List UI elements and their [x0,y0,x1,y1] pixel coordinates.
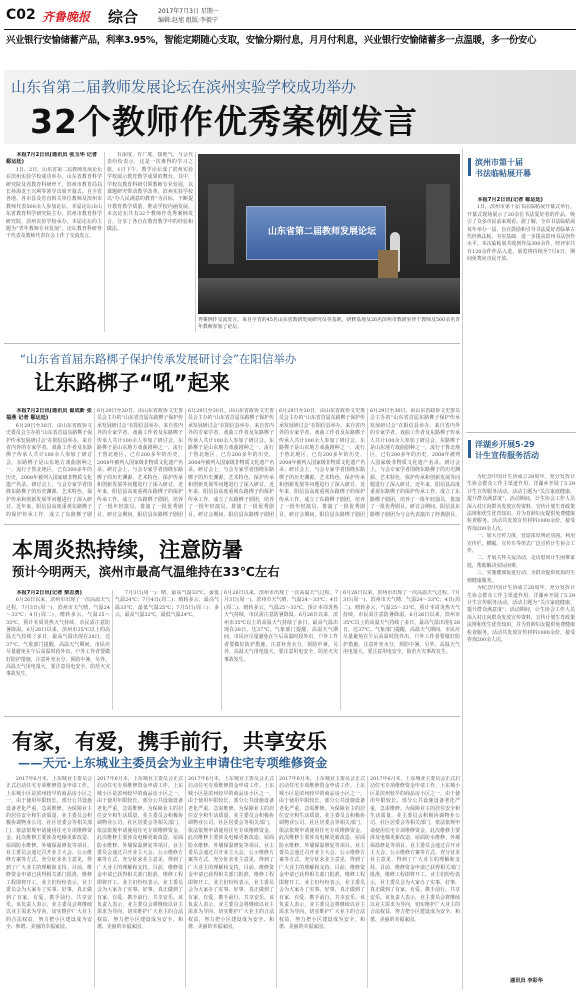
story3-col3: 6月26日以来，滨州市出现了一次高温天气过程。7月3日(周一)，滨州市天气晴，气温24～33℃；4日(周二)，晴转多云，气温25～33℃。预计本周炎热天气持续，市民需注意防暑降温。6月26日以来，滨州市35℃以上的高温天气持续了多日，最高气温出现在28日，达37℃。气象部门提醒，高温天气期间，市民应尽量避免在午后高温时段外出，户外工作者要做好防护措施，注意补充水分，预防中暑。另外，高温天气用电量大，要注意用电安全，防范火灾事故发生。 [224,590,338,663]
editor-text: 编辑:赵旭 组版:李毅宁 [158,17,218,24]
story2-col1-text: 6月29日至30日，由山东省政协文史委员会主办的“山东省首届东路梆子保护传承发展研讨会”在阳信县举办。来自省内外的专家学者、戏曲工作者及东路梆子传承人共计100余人参加了研讨会。东路梆子是山东地方戏曲剧种之一，流行于鲁北地区，已有200多年的历史，2008年被列入国家级非物质文化遗产名录。研讨会上，与会专家学者围绕东路梆子的历史渊源、艺术特色、保护传承和创新发展等问题进行了深入研讨。近年来，阳信县高度重视东路梆子的保护传承工作，成立了东路梆子剧 [6,422,92,518]
sidebar1-byline: 本报7月2日讯(记者 郗运廷) [477,197,544,203]
story4-headline: 有家，有爱，携手前行，共享安乐 [12,730,327,754]
story2-col2: 6月29日至30日，由山东省政协文史委员会主办的“山东省首届东路梆子保护传承发展研讨会”在阳信县举办。来自省内外的专家学者、戏曲工作者及东路梆子传承人共计100余人参加了研讨会。东路梆子是山东地方戏曲剧种之一，流行于鲁北地区，已有200多年的历史，2008年被列入国家级非物质文化遗产名录。研讨会上，与会专家学者围绕东路梆子的历史渊源、艺术特色、保护传承和创新发展等问题进行了深入研讨。近年来，阳信县高度重视东路梆子的保护传承工作，成立了东路梆子剧团，培养了一批年轻演员，排演了一批优秀剧目。研讨会期间，阳信县东路梆子剧团 [97,408,183,518]
sidebar2-byline: 通讯员 李彩华 [510,978,543,984]
story3-col2: 7月3日(周一)：晴，最高气温33℃，最低气温24℃；7月4日(周二)：晴转多云，最高气温33℃，最低气温25℃；7月5日(周三)：多云，最高气温32℃，最低气温24℃。 [115,590,219,619]
header-rule [4,29,576,30]
story4-col1: 2017年6月末，上东城业主委员会正式启动住宅专项维修资金申请工作。上东城小区是滨州较早的商品房小区之一，由于使用年限较长，部分公共设施设备老化严重，急需维修。为保障业主的居住安全和生活质量，业主委员会积极协调物业公司、社区居委会等相关部门，依法依规申请使用住宅专项维修资金。此次维修主要涉及电梯更新改造、屋面防水维修、外墙保温修复等项目。业主委员会通过召开业主大会、公示维修方案等方式，充分征求业主意见，得到了广大业主的理解和支持。目前，维修资金申请已获得相关部门批准，维修工程即将开工。业主们纷纷表示，业主委员会为大家办了实事、好事，真正做到了有家、有爱、携手前行、共享安乐。该负责人表示，业主委员会将继续以业主需求为导向，切实维护广大业主的合法权益，努力把小区建设成为安全、和谐、美丽的幸福家园。 [6,776,92,931]
banner-ad-text: 兴业银行安愉储蓄产品，利率3.95%，智能定期随心支取，安愉分期付息，月月付利息，兴业银行安愉储蓄多一点温暖，多一份安心 [6,35,537,46]
story1-photo-caption: 秀案例作交流发言。来自全省的45名山东省教研发展研究员等基地，研修基地及26名滨州市教研室骨干教师及500余名青年教师参加了论坛。 [198,317,460,331]
story4-col2: 2017年6月末，上东城业主委员会正式启动住宅专项维修资金申请工作。上东城小区是滨州较早的商品房小区之一，由于使用年限较长，部分公共设施设备老化严重，急需维修。为保障业主的居住安全和生活质量，业主委员会积极协调物业公司、社区居委会等相关部门，依法依规申请使用住宅专项维修资金。此次维修主要涉及电梯更新改造、屋面防水维修、外墙保温修复等项目。业主委员会通过召开业主大会、公示维修方案等方式，充分征求业主意见，得到了广大业主的理解和支持。目前，维修资金申请已获得相关部门批准，维修工程即将开工。业主们纷纷表示，业主委员会为大家办了实事、好事，真正做到了有家、有爱、携手前行、共享安乐。该负责人表示，业主委员会将继续以业主需求为导向，切实维护广大业主的合法权益，努力把小区建设成为安全、和谐、美丽的幸福家园。 [97,776,183,931]
stage-light-left [208,184,234,264]
page-code: C02 [6,7,36,23]
story1-kicker: 山东省第二届教师发展论坛在滨州实验学校成功举办 [11,78,357,96]
story3-col4: 6月26日以来，滨州市出现了一次高温天气过程。7月3日(周一)，滨州市天气晴，气温24～33℃；4日(周二)，晴转多云，气温25～33℃。预计本周炎热天气持续，市民需注意防暑降温。6月26日以来，滨州市35℃以上的高温天气持续了多日，最高气温出现在28日，达37℃。气象部门提醒，高温天气期间，市民应尽量避免在午后高温时段外出，户外工作者要做好防护措施，注意补充水分，预防中暑。另外，高温天气用电量大，要注意用电安全，防范火灾事故发生。 [343,590,460,656]
story4-col4: 2017年6月末，上东城业主委员会正式启动住宅专项维修资金申请工作。上东城小区是滨州较早的商品房小区之一，由于使用年限较长，部分公共设施设备老化严重，急需维修。为保障业主的居住安全和生活质量，业主委员会积极协调物业公司、社区居委会等相关部门，依法依规申请使用住宅专项维修资金。此次维修主要涉及电梯更新改造、屋面防水维修、外墙保温修复等项目。业主委员会通过召开业主大会、公示维修方案等方式，充分征求业主意见，得到了广大业主的理解和支持。目前，维修资金申请已获得相关部门批准，维修工程即将开工。业主们纷纷表示，业主委员会为大家办了实事、好事，真正做到了有家、有爱、携手前行、共享安乐。该负责人表示，业主委员会将继续以业主需求为导向，切实维护广大业主的合法权益，努力把小区建设成为安全、和谐、美丽的幸福家园。 [279,776,365,931]
date-text: 2017年7月3日 星期一 [158,8,219,15]
story3-col1-text: 6月26日以来，滨州市出现了一次高温天气过程。7月3日(周一)，滨州市天气晴，气温24～33℃；4日(周二)，晴转多云，气温25～33℃。预计本周炎热天气持续，市民需注意防暑降温。6月26日以来，滨州市35℃以上的高温天气持续了多日，最高气温出现在28日，达37℃。气象部门提醒，高温天气期间，市民应尽量避免在午后高温时段外出，户外工作者要做好防护措施，注意补充水分，预防中暑。另外，高温天气用电量大，要注意用电安全，防范火灾事故发生。 [6,597,110,678]
audience-area [198,278,460,314]
sidebar2-body [467,474,575,972]
story1-byline: 本报7月2日讯(通讯员 张玉华 记者 郗运廷) [6,152,98,166]
sidebar1-body [467,197,575,427]
sidebar2-point-3: 三、实施健康促进行动，为群众提供优质的生殖健康服务。 [467,570,575,584]
story3-col1 [6,590,110,710]
sidebar2-point-1: 一、加大宣传力度，营造浓厚舆论氛围。利用宣传栏、横幅、宣传车等形式广泛宣传计生协会工作。 [467,533,575,555]
sidebar2-marker [468,440,471,458]
story1-headline: 32个教师作优秀案例发言 [30,102,418,141]
section-name: 综合 [108,8,139,26]
story2-byline: 本报7月2日讯(通讯员 翟成新 张福燕 记者 郗运廷) [6,408,92,422]
story4-col3: 2017年6月末，上东城业主委员会正式启动住宅专项维修资金申请工作。上东城小区是滨州较早的商品房小区之一，由于使用年限较长，部分公共设施设备老化严重，急需维修。为保障业主的居住安全和生活质量，业主委员会积极协调物业公司、社区居委会等相关部门，依法依规申请使用住宅专项维修资金。此次维修主要涉及电梯更新改造、屋面防水维修、外墙保温修复等项目。业主委员会通过召开业主大会、公示维修方案等方式，充分征求业主意见，得到了广大业主的理解和支持。目前，维修资金申请已获得相关部门批准，维修工程即将开工。业主们纷纷表示，业主委员会为大家办了实事、好事，真正做到了有家、有爱、携手前行、共享安乐。该负责人表示，业主委员会将继续以业主需求为导向，切实维护广大业主的合法权益，努力把小区建设成为安全、和谐、美丽的幸福家园。 [188,776,274,931]
story2-col3: 6月29日至30日，由山东省政协文史委员会主办的“山东省首届东路梆子保护传承发展研讨会”在阳信县举办。来自省内外的专家学者、戏曲工作者及东路梆子传承人共计100余人参加了研讨会。东路梆子是山东地方戏曲剧种之一，流行于鲁北地区，已有200多年的历史，2008年被列入国家级非物质文化遗产名录。研讨会上，与会专家学者围绕东路梆子的历史渊源、艺术特色、保护传承和创新发展等问题进行了深入研讨。近年来，阳信县高度重视东路梆子的保护传承工作，成立了东路梆子剧团，培养了一批年轻演员，排演了一批优秀剧目。研讨会期间，阳信县东路梆子剧团 [188,408,274,518]
stage-screen-text: 山东省第二届教师发展论坛 [268,227,377,237]
story2-body [6,408,460,518]
story4-subheadline: ——天元·上东城业主委员会为业主申请住宅专项维修资金 [18,756,328,770]
story3-body [6,590,460,710]
sidebar2-headline2: 计生宣传服务活动 [475,451,539,460]
sidebar2-text: 为纪念中国计生协成立28周年，充分发挥计生协会群众工作主渠道作用，洋湖乡开展了5·29计生宣传服务活动。活动主题为“关注家庭健康、提升群众满意度”。活动期间，计生协会工作人员深入村庄向群众发放宣传资料，宣传计划生育政策法规和优生优育知识，并为育龄妇女提供免费健康检查服务。活动共发放宣传材料1000余份，接受咨询200余人次。 [467,474,575,532]
banner-ad[interactable] [4,33,576,58]
story4-body [6,776,460,988]
story4-col5: 2017年6月末，上东城业主委员会正式启动住宅专项维修资金申请工作。上东城小区是滨州较早的商品房小区之一，由于使用年限较长，部分公共设施设备老化严重，急需维修。为保障业主的居住安全和生活质量，业主委员会积极协调物业公司、社区居委会等相关部门，依法依规申请使用住宅专项维修资金。此次维修主要涉及电梯更新改造、屋面防水维修、外墙保温修复等项目。业主委员会通过召开业主大会、公示维修方案等方式，充分征求业主意见，得到了广大业主的理解和支持。目前，维修资金申请已获得相关部门批准，维修工程即将开工。业主们纷纷表示，业主委员会为大家办了实事、好事，真正做到了有家、有爱、携手前行、共享安乐。该负责人表示，业主委员会将继续以业主需求为导向，切实维护广大业主的合法权益，努力把小区建设成为安全、和谐、美丽的幸福家园。 [370,776,460,923]
paper-name-logo: 齐鲁晚报 [42,10,91,24]
story2-kicker: “山东省首届东路梆子保护传承发展研讨会”在阳信举办 [20,352,297,366]
stage-light-right [426,184,450,264]
sidebar1-marker [468,158,471,176]
story2-col1 [6,408,92,518]
story3-subheadline: 预计今明两天，滨州市最高气温维持在33℃左右 [12,564,280,579]
story2-col4: 6月29日至30日，由山东省政协文史委员会主办的“山东省首届东路梆子保护传承发展研讨会”在阳信县举办。来自省内外的专家学者、戏曲工作者及东路梆子传承人共计100余人参加了研讨会。东路梆子是山东地方戏曲剧种之一，流行于鲁北地区，已有200多年的历史，2008年被列入国家级非物质文化遗产名录。研讨会上，与会专家学者围绕东路梆子的历史渊源、艺术特色、保护传承和创新发展等问题进行了深入研讨。近年来，阳信县高度重视东路梆子的保护传承工作，成立了东路梆子剧团，培养了一批年轻演员，排演了一批优秀剧目。研讨会期间，阳信县东路梆子剧团 [279,408,365,518]
story1-col1-text: 1日，2日，山东省第二届教师发展论坛在滨州实验学校成功举办。山东省教育科学研究院及省教育科研骨干，滨州市教育局局长孙海龙王兴利等领导出席开幕式。自全省各地、各市县及省直相关单位教师及滨州市教师代表500余人参加论坛。本届论坛由山东省教育科学研究院主办，滨州市教育科学研究院、滨州实验学校承办。本届论坛的主题为“青年教师专业发展”，论坛教育科研骨干代表及教师代表在会上作了交流发言。 [6,166,102,240]
story1-col2: 有深度、有广度、接地气，与会代表纷纷表示，这是一次难得的学习之旅。1日下午，教学论坛成了滨州实验学校展示教育教学成果的舞台。其中，学校以教育科研引领教师专业发展，以课题研究带动教学改革。滨州实验学校以“办人民满意的教育”为目标，不断提升教育教学质量，推动学校内涵发展。本次论坛共有32个教师作优秀案例发言，分享了各自在教育教学中的经验和做法。 [107,152,193,233]
podium [378,250,398,278]
sidebar2-headline1: 洋湖乡开展5·29 [475,440,535,449]
story1-col1 [6,152,102,332]
story1-photo [198,154,460,314]
sidebar1-headline2: 书法临帖展开幕 [475,169,531,178]
sidebar2-point-2: 二、开展关怀关爱活动，走访慰问计生困难家庭，帮助解决实际困难。 [467,555,575,569]
story3-headline: 本周炎热持续，注意防暑 [12,538,243,562]
sidebar1-text: 1日，滨州市第十届书法临帖展开幕式举行。开幕式现场展示了20余位书法爱好者的作品，吸引了众多市民前来观看。据了解，全市书法临帖展每年举办一届，旨在鼓励和引导书法爱好者临摹古代经典法帖，夯实基础，进一步提高滨州书法创作水平。本次临帖展共收到作品300余件，经评审共有120余件作品入选。展览将持续至7月8日，期间免费向市民开放。 [467,204,575,263]
story3-byline: 本报7月2日讯(记者 柴志勇) [16,590,83,596]
sidebar1-headline1: 滨州市第十届 [475,158,523,167]
story2-headline: 让东路梆子“吼”起来 [34,371,230,395]
story2-col5: 6月29日至30日，由山东省政协文史委员会主办的“山东省首届东路梆子保护传承发展研讨会”在阳信县举办。来自省内外的专家学者、戏曲工作者及东路梆子传承人共计100余人参加了研讨会。东路梆子是山东地方戏曲剧种之一，流行于鲁北地区，已有200多年的历史，2008年被列入国家级非物质文化遗产名录。研讨会上，与会专家学者围绕东路梆子的历史渊源、艺术特色、保护传承和创新发展等问题进行了深入研讨。近年来，阳信县高度重视东路梆子的保护传承工作，成立了东路梆子剧团，培养了一批年轻演员，排演了一批优秀剧目。研讨会期间，阳信县东路梆子剧团为与会代表演出了经典剧目， [370,408,460,518]
sidebar2-text-repeat: 为纪念中国计生协成立28周年，充分发挥计生协会群众工作主渠道作用，洋湖乡开展了5·29计生宣传服务活动。活动主题为“关注家庭健康、提升群众满意度”。活动期间，计生协会工作人员深入村庄向群众发放宣传资料，宣传计划生育政策法规和优生优育知识，并为育龄妇女提供免费健康检查服务。活动共发放宣传材料1000余份，接受咨询200余人次。 [467,585,575,643]
